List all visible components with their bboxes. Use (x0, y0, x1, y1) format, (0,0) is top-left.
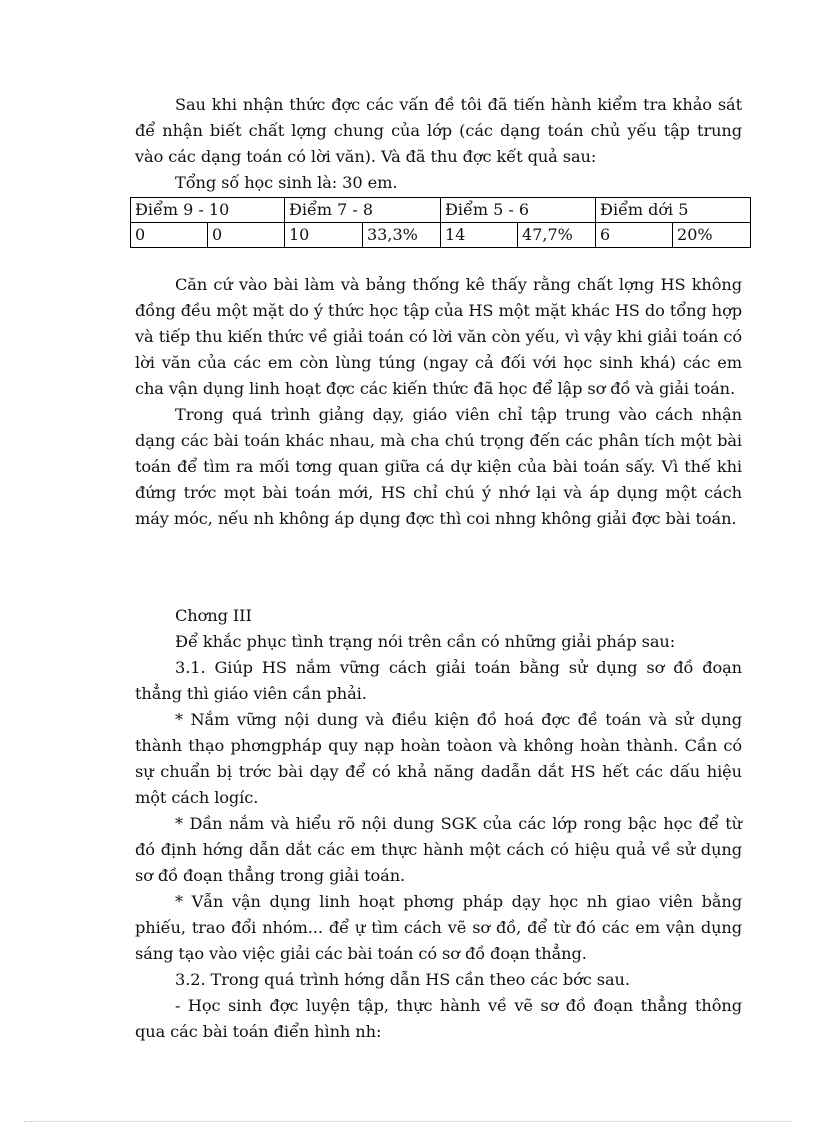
header-cell: Điểm 9 - 10 (131, 198, 285, 223)
value-cell: 0 (131, 223, 208, 248)
header-cell: Điểm 7 - 8 (285, 198, 441, 223)
chapter-title: Chơng III (175, 606, 252, 625)
chapter-paragraph: - Học sinh đợc luyện tập, thực hành về vẽ sơ đồ đoạn thẳng thông qua các bài toán điển hình nh: (135, 996, 742, 1041)
chapter-paragraph: * Dần nắm và hiểu rõ nội dung SGK của các lớp rong bậc học để từ đó định hớng dẫn dắt các em thực hành một cách có hiệu quả về sử dụng sơ đồ đoạn thẳng trong giải toán. (135, 814, 742, 885)
value-cell: 47,7% (518, 223, 596, 248)
analysis-paragraph: Căn cứ vào bài làm và bảng thống kê thấy rằng chất lợng HS không đồng đều một mặt do ý thức học tập của HS một mặt khác HS do tổng hợp và tiếp thu kiến thức về giải toán có lời văn còn yếu, vì vậy khi giải toán có lời văn của các em còn lùng túng (ngay cả đối với học sinh khá) các em cha vận dụng linh hoạt đợc các kiến thức đã học để lập sơ đồ và giải toán. (135, 275, 742, 398)
page-divider (24, 1121, 792, 1122)
value-cell: 0 (208, 223, 285, 248)
chapter-paragraph: * Nắm vững nội dung và điều kiện đồ hoá đợc đề toán và sử dụng thành thạo phơngpháp quy nạp hoàn toàon và không hoàn thành. Cần có sự chuẩn bị trớc bài dạy để có khả năng dadẫn dắt HS hết các dấu hiệu một cách logíc. (135, 710, 742, 807)
chapter-section (135, 603, 742, 1045)
chapter-paragraph: 3.1. Giúp HS nắm vững cách giải toán bằng sử dụng sơ đồ đoạn thẳng thì giáo viên cần phải. (135, 658, 742, 703)
value-cell: 14 (441, 223, 518, 248)
analysis-paragraph: Trong quá trình giảng dạy, giáo viên chỉ tập trung vào cách nhận dạng các bài toán khác nhau, mà cha chú trọng đến các phân tích một bài toán để tìm ra mối tơng quan giữa cá dự kiện của bài toán sấy. Vì thế khi đứng trớc mọt bài toán mới, HS chỉ chú ý nhớ lại và áp dụng một cách máy móc, nếu nh không áp dụng đợc thì coi nhng không giải đợc bài toán. (135, 405, 742, 528)
chapter-paragraph: Để khắc phục tình trạng nói trên cần có những giải pháp sau: (175, 632, 676, 651)
table-header-row (131, 198, 751, 223)
chapter-paragraph: 3.2. Trong quá trình hớng dẫn HS cần theo các bớc sau. (175, 970, 630, 989)
header-cell: Điểm 5 - 6 (441, 198, 596, 223)
intro-section (135, 92, 742, 196)
value-cell: 10 (285, 223, 363, 248)
student-count: Tổng số học sinh là: 30 em. (175, 173, 398, 192)
analysis-section (135, 272, 742, 532)
value-cell: 33,3% (363, 223, 441, 248)
score-table (130, 197, 751, 248)
intro-paragraph: Sau khi nhận thức đợc các vấn đề tôi đã tiến hành kiểm tra khảo sát để nhận biết chất lợng chung của lớp (các dạng toán chủ yếu tập trung vào các dạng toán có lời văn). Và đã thu đợc kết quả sau: (135, 95, 742, 166)
header-cell: Điểm dới 5 (596, 198, 751, 223)
chapter-paragraph: * Vẫn vận dụng linh hoạt phơng pháp dạy học nh giao viên bằng phiếu, trao đổi nhóm... để ự tìm cách vẽ sơ đồ, để từ đó các em vận dụng sáng tạo vào việc giải các bài toán có sơ đồ đoạn thẳng. (135, 892, 742, 963)
value-cell: 20% (673, 223, 751, 248)
value-cell: 6 (596, 223, 673, 248)
table-row (131, 223, 751, 248)
